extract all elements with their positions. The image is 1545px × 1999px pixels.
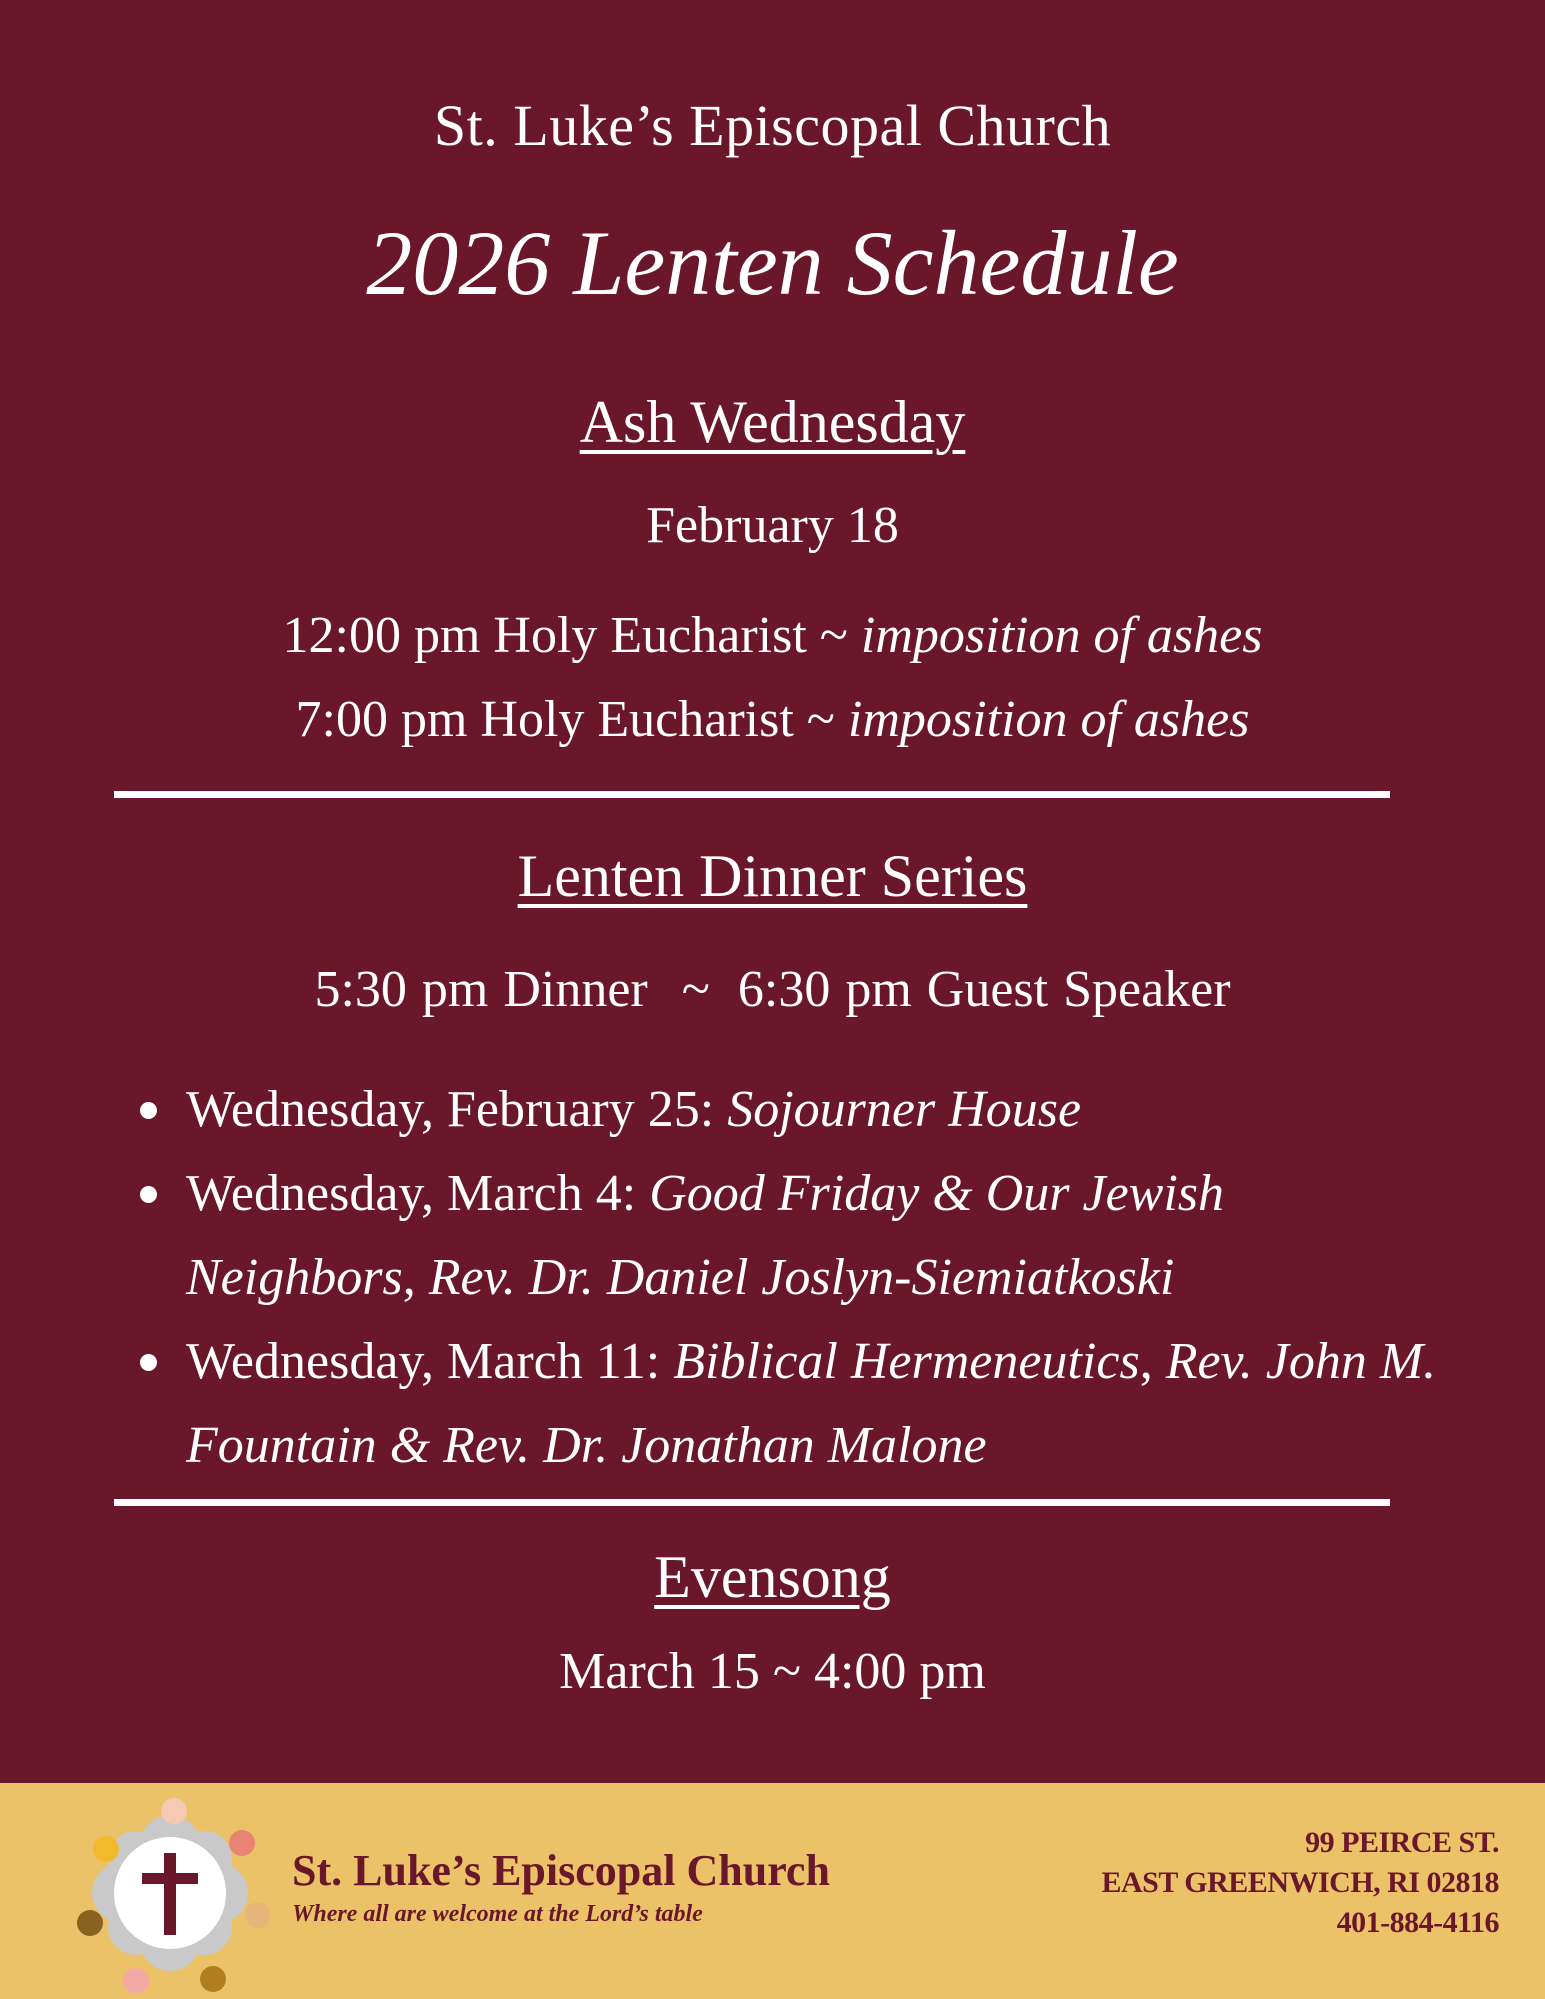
service-detail: imposition of ashes [847, 691, 1250, 748]
section-divider [114, 791, 1390, 798]
schedule-title: 2026 Lenten Schedule [366, 212, 1179, 314]
item-topic: Sojourner House [727, 1081, 1082, 1138]
church-title: St. Luke’s Episcopal Church [433, 93, 1112, 158]
ash-service-evening [0, 690, 1545, 749]
list-item [134, 1320, 1476, 1488]
footer-church-name: St. Luke’s Episcopal Church [292, 1846, 830, 1895]
item-speaker: Rev. John M. Fountain & Rev. Dr. Jonathan Malone [186, 1333, 1437, 1474]
service-time: 7:00 pm Holy Eucharist ~ [295, 691, 848, 748]
evensong-heading: Evensong [654, 1544, 891, 1610]
church-logo-icon [70, 1793, 270, 1993]
address-city: EAST GREENWICH, RI 02818 [1101, 1866, 1499, 1899]
section-divider [114, 1499, 1390, 1506]
item-date: Wednesday, February 25: [186, 1081, 728, 1138]
item-date: Wednesday, March 11: [186, 1333, 674, 1390]
ash-service-noon [0, 606, 1545, 665]
evensong-date: March 15 ~ 4:00 pm [559, 1643, 986, 1700]
dinner-list [134, 1068, 1437, 1488]
service-detail: imposition of ashes [860, 607, 1263, 664]
footer-tagline: Where all are welcome at the Lord’s table [292, 1901, 703, 1927]
item-topic: Biblical Hermeneutics [673, 1333, 1140, 1390]
address-street: 99 PEIRCE ST. [1305, 1826, 1499, 1859]
item-separator: , [402, 1249, 429, 1306]
ash-wednesday-heading: Ash Wednesday [579, 389, 966, 455]
list-item [134, 1068, 1434, 1152]
dinner-times [0, 960, 1545, 1019]
item-separator: , [1139, 1333, 1166, 1390]
address-block [1101, 1823, 1499, 1943]
list-item [134, 1152, 1346, 1320]
item-speaker: Rev. Dr. Daniel Joslyn-Siemiatkoski [428, 1249, 1175, 1306]
bullet-icon [140, 1186, 157, 1203]
dinner-series-heading: Lenten Dinner Series [517, 843, 1028, 909]
dinner-time: 5:30 pm Dinner [314, 961, 648, 1018]
bullet-icon [140, 1354, 157, 1371]
times-separator: ~ [681, 961, 710, 1018]
bullet-icon [140, 1102, 157, 1119]
item-topic: Good Friday & Our Jewish Neighbors [186, 1165, 1225, 1306]
service-time: 12:00 pm Holy Eucharist ~ [282, 607, 861, 664]
footer [0, 1783, 1545, 1999]
ash-wednesday-date: February 18 [646, 497, 899, 554]
item-date: Wednesday, March 4: [186, 1165, 650, 1222]
phone-number: 401-884-4116 [1336, 1906, 1499, 1939]
speaker-time: 6:30 pm Guest Speaker [737, 961, 1231, 1018]
